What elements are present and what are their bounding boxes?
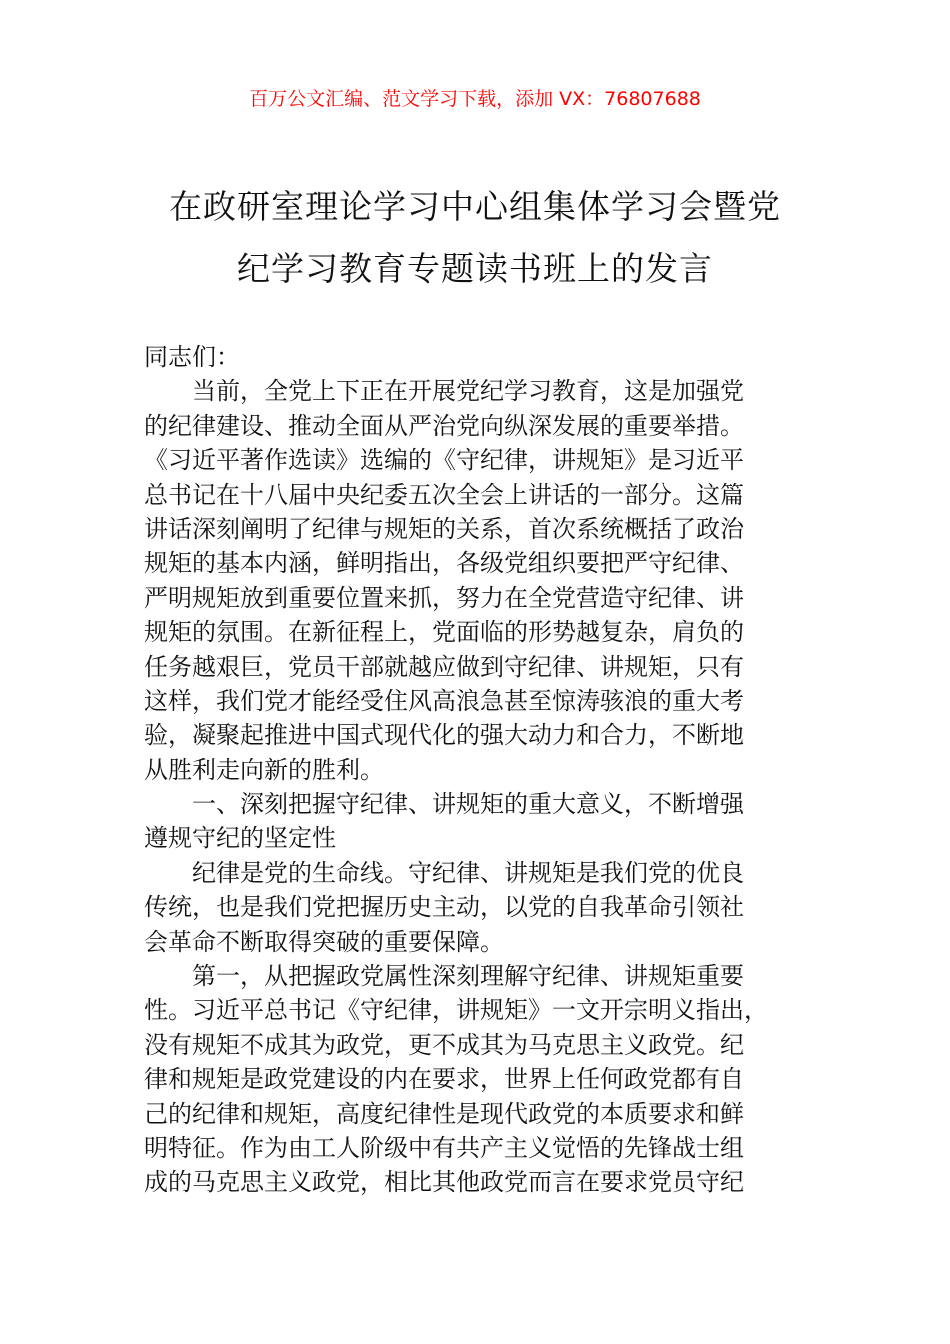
salutation: 同志们： <box>144 343 240 371</box>
paragraph-line: 这样，我们党才能经受住风高浪急甚至惊涛骇浪的重大考 <box>144 686 744 715</box>
paragraph-line: 性。习近平总书记《守纪律，讲规矩》一文开宗明义指出， <box>144 996 768 1025</box>
paragraph-line: 验，凝聚起推进中国式现代化的强大动力和合力，不断地 <box>144 721 744 750</box>
paragraph-line: 的纪律建设、推动全面从严治党向纵深发展的重要举措。 <box>144 411 744 440</box>
section-heading-line: 一、深刻把握守纪律、讲规矩的重大意义，不断增强 <box>192 790 744 819</box>
paragraph-line: 当前，全党上下正在开展党纪学习教育，这是加强党 <box>192 377 744 406</box>
document-body <box>144 340 844 1200</box>
paragraph-line: 讲话深刻阐明了纪律与规矩的关系，首次系统概括了政治 <box>144 514 744 543</box>
paragraph-line: 会革命不断取得突破的重要保障。 <box>144 927 504 956</box>
document-title <box>100 176 850 300</box>
title-line-2: 纪学习教育专题读书班上的发言 <box>237 249 713 288</box>
paragraph-line: 传统，也是我们党把握历史主动，以党的自我革命引领社 <box>144 893 744 922</box>
paragraph-line: 任务越艰巨，党员干部就越应做到守纪律、讲规矩，只有 <box>144 652 744 681</box>
paragraph-line: 纪律是党的生命线。守纪律、讲规矩是我们党的优良 <box>192 858 744 887</box>
paragraph-line: 没有规矩不成其为政党，更不成其为马克思主义政党。纪 <box>144 1030 744 1059</box>
paragraph-line: 严明规矩放到重要位置来抓，努力在全党营造守纪律、讲 <box>144 583 744 612</box>
paragraph-line: 总书记在十八届中央纪委五次全会上讲话的一部分。这篇 <box>144 480 744 509</box>
paragraph-line: 从胜利走向新的胜利。 <box>144 755 384 784</box>
paragraph-line: 律和规矩是政党建设的内在要求，世界上任何政党都有自 <box>144 1065 744 1094</box>
section-heading-line: 遵规守纪的坚定性 <box>144 824 336 853</box>
paragraph-line: 规矩的基本内涵，鲜明指出，各级党组织要把严守纪律、 <box>144 549 744 578</box>
paragraph-line: 成的马克思主义政党，相比其他政党而言在要求党员守纪 <box>144 1168 744 1197</box>
paragraph-line: 《习近平著作选读》选编的《守纪律，讲规矩》是习近平 <box>144 446 744 475</box>
watermark-banner: 百万公文汇编、范文学习下载，添加 VX：76807688 <box>249 88 701 110</box>
paragraph-line: 第一，从把握政党属性深刻理解守纪律、讲规矩重要 <box>192 962 744 991</box>
paragraph-line: 规矩的氛围。在新征程上，党面临的形势越复杂，肩负的 <box>144 618 744 647</box>
paragraph-line: 己的纪律和规矩，高度纪律性是现代政党的本质要求和鲜 <box>144 1099 744 1128</box>
paragraph-line: 明特征。作为由工人阶级中有共产主义觉悟的先锋战士组 <box>144 1133 744 1162</box>
title-line-1: 在政研室理论学习中心组集体学习会暨党 <box>169 187 781 226</box>
